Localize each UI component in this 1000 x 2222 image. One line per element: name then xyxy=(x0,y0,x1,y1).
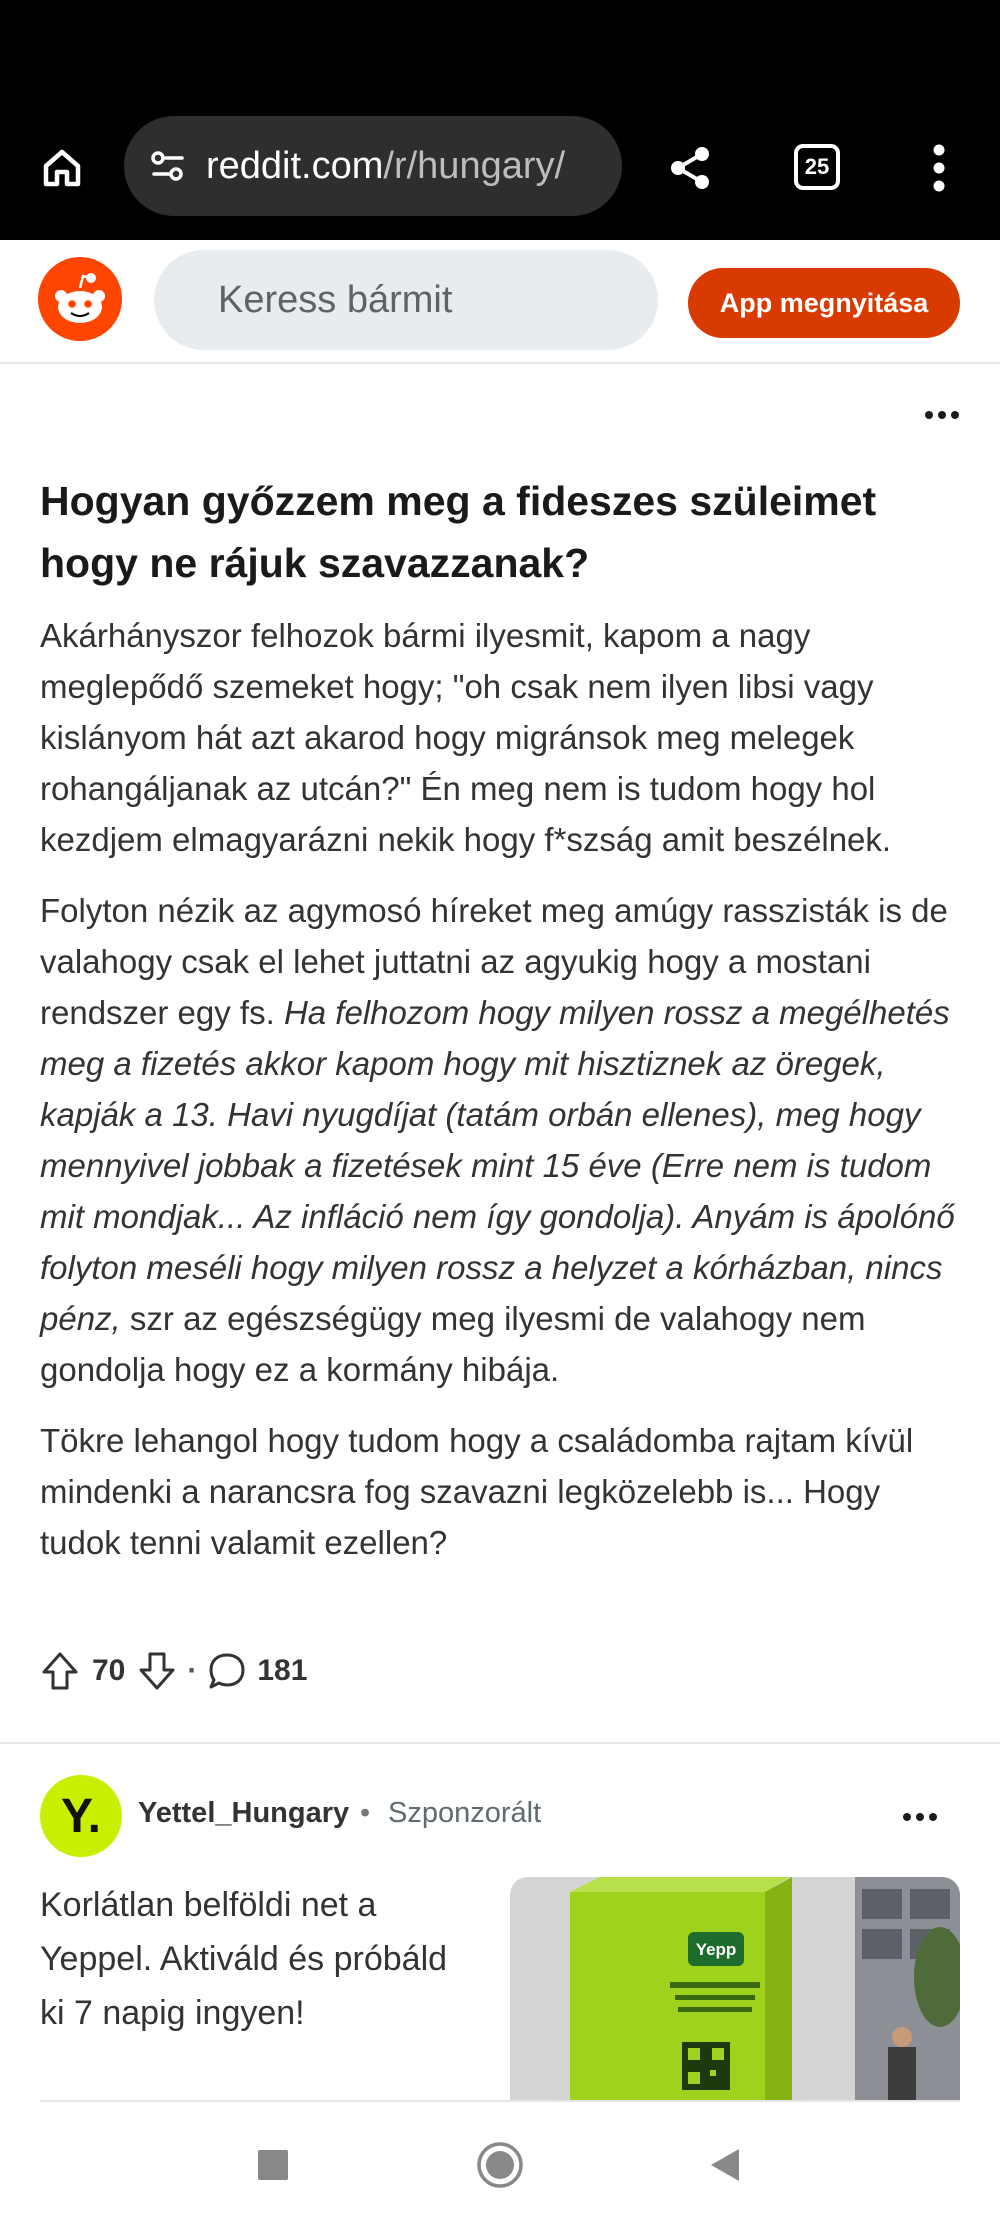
post-paragraph-2-italic: Ha felhozom hogy milyen rossz a megélhetés meg a fizetés akkor kapom hogy mit hisztiznek az öregek, kapják a 13. Havi nyugdíjat (tatám orbán ellenes), meg hogy mennyivel jobbak a fizetések mint 15 éve (Erre nem is tudom mit mondjak... Az infláció nem így gondolja). Anyám is ápolónő folyton meséli hogy milyen rossz a helyzet a kórházban, nincs pénz, xyxy=(40,994,955,1337)
post-paragraph-2-tail: szr az egészségügy meg ilyesmi de valahogy nem gondolja hogy ez a kormány hibája. xyxy=(40,1300,866,1388)
ad-image-brand: Yepp xyxy=(695,1940,737,1959)
url-path: /r/hungary/ xyxy=(383,144,566,187)
share-button[interactable] xyxy=(660,138,720,198)
home-button[interactable] xyxy=(32,138,92,198)
post-body xyxy=(40,610,965,1588)
upvote-button[interactable] xyxy=(40,1649,80,1693)
overflow-menu-button[interactable] xyxy=(914,138,964,198)
comment-icon xyxy=(207,1651,247,1691)
ad-text[interactable]: Korlátlan belföldi net a Yeppel. Aktiváld és próbáld ki 7 napig ingyen! xyxy=(40,1886,448,2032)
post-paragraph-3: Tökre lehangol hogy tudom hogy a családomba rajtam kívül mindenki a narancsra fog szavazni legközelebb is... Hogy tudok tenni valamit ezellen? xyxy=(40,1422,914,1561)
browser-toolbar xyxy=(0,110,1000,240)
downvote-icon xyxy=(138,1651,176,1691)
advertiser-avatar[interactable]: Y. xyxy=(40,1775,122,1857)
more-icon xyxy=(924,410,960,420)
ad-image-illustration xyxy=(510,1877,960,2101)
post-paragraph-1: Akárhányszor felhozok bármi ilyesmit, kapom a nagy meglepődő szemeket hogy; "oh csak nem ilyen libsi vagy kislányom hát azt akarod hogy migránsok meg melegek rohangáljanak az utcán?" Én meg nem is tudom hogy hol kezdjem elmagyarázni nekik hogy f*szság amit beszélnek. xyxy=(40,617,892,858)
tabs-count: 25 xyxy=(804,154,830,179)
home-icon xyxy=(38,144,86,192)
home-nav-icon xyxy=(476,2141,524,2189)
comment-count: 181 xyxy=(257,1654,308,1687)
action-separator: · xyxy=(187,1654,198,1687)
open-app-button[interactable]: App megnyitása xyxy=(688,268,960,338)
share-icon xyxy=(664,142,716,194)
upvote-count: 70 xyxy=(92,1654,126,1687)
site-header xyxy=(0,240,1000,364)
back-nav-button[interactable] xyxy=(700,2140,750,2190)
overflow-menu-icon xyxy=(932,143,946,193)
tune-icon xyxy=(148,146,188,186)
more-icon xyxy=(902,1812,938,1822)
comments-button[interactable] xyxy=(207,1649,247,1693)
advertiser-name[interactable]: Yettel_Hungary xyxy=(138,1797,350,1829)
url-domain: reddit.com xyxy=(206,144,384,187)
url-bar[interactable] xyxy=(124,116,622,216)
downvote-button[interactable] xyxy=(137,1649,177,1693)
post-more-button[interactable] xyxy=(912,395,972,435)
url-text xyxy=(206,145,565,188)
back-nav-icon xyxy=(707,2147,743,2183)
post-actions xyxy=(40,1648,307,1694)
stop-nav-icon xyxy=(256,2148,290,2182)
search-placeholder: Keress bármit xyxy=(218,278,453,321)
post-paragraph-2 xyxy=(40,885,965,1395)
status-bar xyxy=(0,0,1000,110)
upvote-icon xyxy=(41,1651,79,1691)
site-settings-button[interactable] xyxy=(146,144,190,188)
ad-image[interactable] xyxy=(510,1877,960,2101)
recents-button[interactable] xyxy=(248,2140,298,2190)
home-nav-button[interactable] xyxy=(475,2140,525,2190)
feed-divider xyxy=(0,1742,1000,1744)
reddit-logo-icon xyxy=(45,264,115,334)
ad-more-button[interactable] xyxy=(890,1797,950,1837)
reddit-logo[interactable] xyxy=(38,257,122,341)
search-input[interactable] xyxy=(154,250,658,350)
sponsored-label: Szponzorált xyxy=(388,1797,542,1829)
ad-separator: • xyxy=(360,1797,371,1829)
post-paragraph-2-normal: Folyton nézik az agymosó híreket meg amúgy rasszisták is de valahogy csak el lehet juttatni az agyukig hogy a mostani rendszer egy fs. xyxy=(40,892,948,1031)
tabs-button[interactable] xyxy=(794,144,840,190)
system-navigation-bar xyxy=(0,2102,1000,2222)
post-title: Hogyan győzzem meg a fideszes szüleimet hogy ne rájuk szavazzanak? xyxy=(40,478,877,586)
